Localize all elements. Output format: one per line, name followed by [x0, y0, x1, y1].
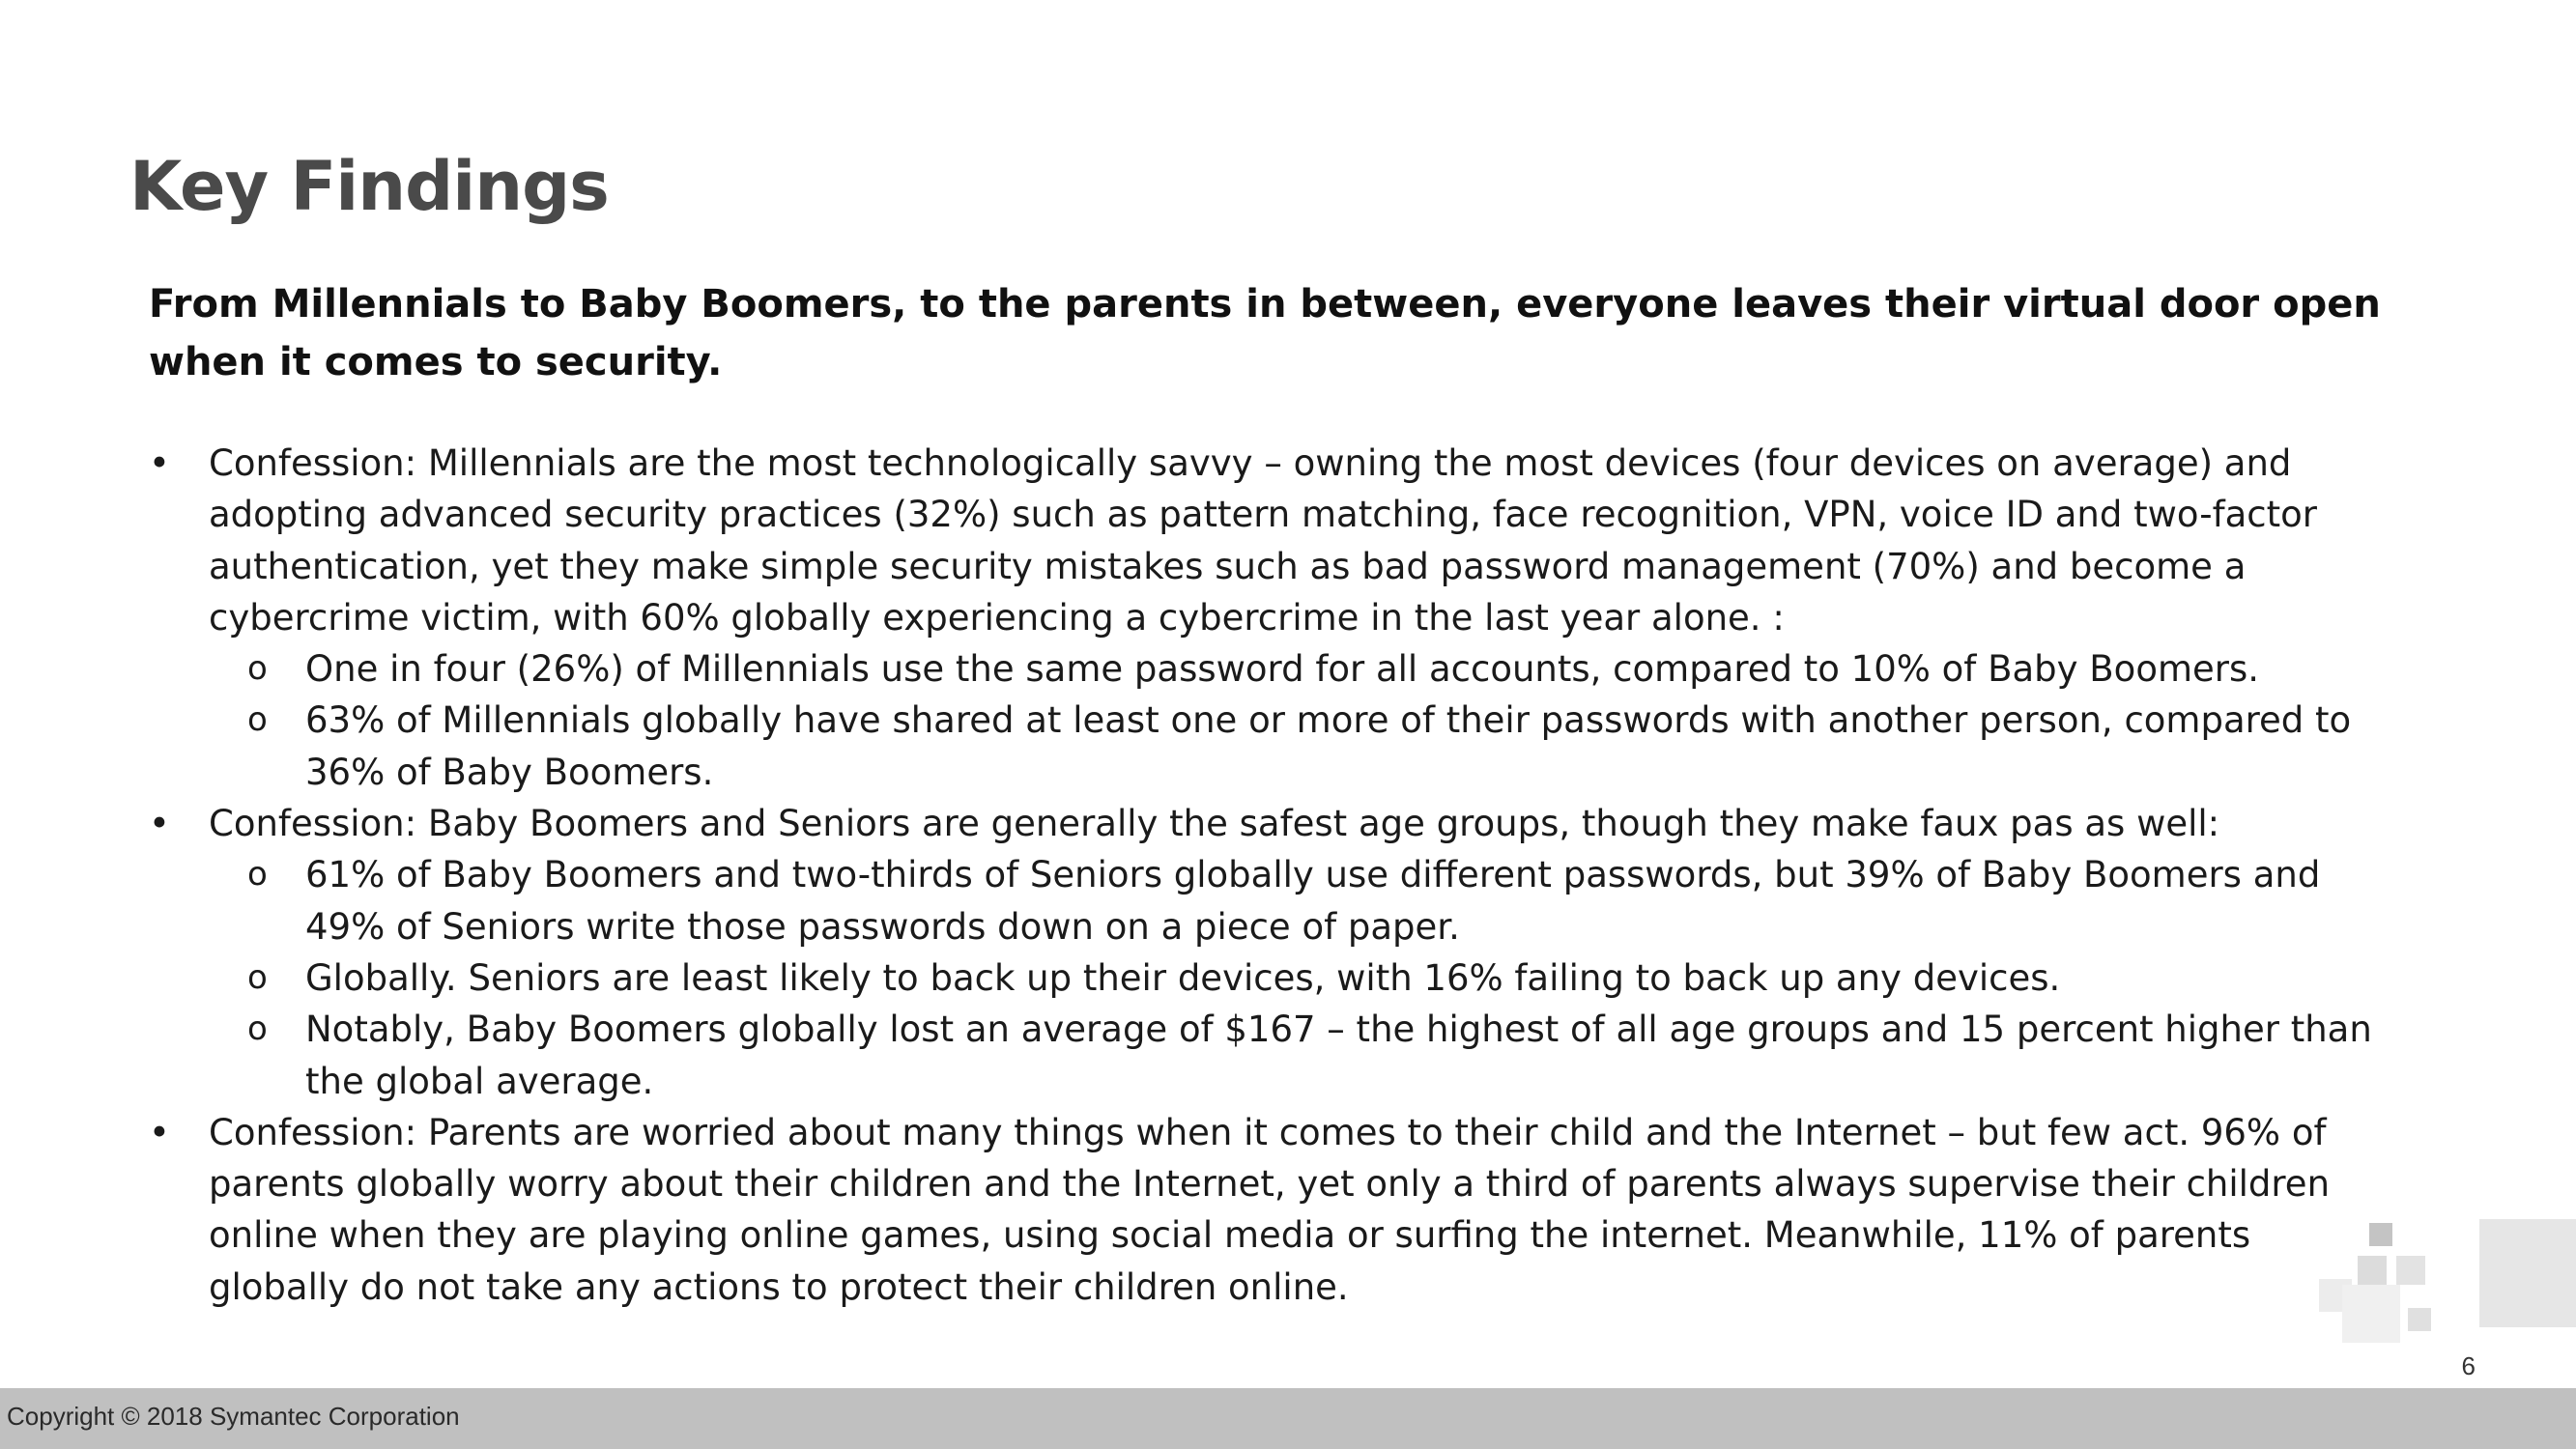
sub-finding-text: Notably, Baby Boomers globally lost an average of $167 – the highest of all age groups and 15 percent higher than the global average.	[305, 1009, 2372, 1102]
finding-item	[149, 438, 2400, 798]
bullet-icon: •	[149, 803, 170, 845]
copyright-text: Copyright © 2018 Symantec Corporation	[7, 1402, 460, 1431]
sub-bullet-icon: o	[247, 855, 268, 895]
finding-text: Confession: Millennials are the most technologically savvy – owning the most devices (four devices on average) and adopting advanced security practices (32%) such as pattern matching, face recognition, VPN, voice ID and two-factor authentication, yet they make simple security mistakes such as bad password management (70%) and become a cybercrime victim, with 60% globally experiencing a cybercrime in the last year alone. :	[209, 442, 2317, 639]
sub-bullet-icon: o	[247, 957, 268, 997]
decorative-squares-logo	[2319, 1219, 2576, 1388]
decor-square	[2358, 1256, 2387, 1285]
decor-square	[2342, 1285, 2400, 1343]
finding-item	[149, 798, 2400, 1107]
slide-subtitle: From Millennials to Baby Boomers, to the parents in between, everyone leaves their virtual door open when it comes to security.	[149, 282, 2381, 384]
sub-finding-item	[209, 643, 2400, 695]
slide-title: Key Findings	[129, 147, 609, 226]
sub-finding-item	[209, 1004, 2400, 1107]
finding-item	[149, 1107, 2400, 1313]
bullet-icon: •	[149, 1111, 170, 1153]
sub-finding-item	[209, 695, 2400, 798]
decor-square	[2369, 1223, 2392, 1246]
sub-findings-list	[209, 849, 2400, 1106]
sub-bullet-icon: o	[247, 1009, 268, 1049]
decor-square	[2408, 1308, 2431, 1331]
footer-bar	[0, 1388, 2576, 1449]
finding-text: Confession: Parents are worried about many things when it comes to their child and the Internet – but few act. 96% of parents globally worry about their children and the Internet, yet only a third of parents always supervise their children online when they are playing online games, using social media or surfing the internet. Meanwhile, 11% of parents globally do not take any actions to protect their children online.	[209, 1111, 2331, 1308]
sub-bullet-icon: o	[247, 700, 268, 740]
sub-finding-text: 61% of Baby Boomers and two-thirds of Seniors globally use different passwords, but 39% of Baby Boomers and 49% of Seniors write those passwords down on a piece of paper.	[305, 854, 2321, 948]
sub-bullet-icon: o	[247, 649, 268, 689]
decor-square	[2396, 1256, 2425, 1285]
sub-finding-item	[209, 849, 2400, 952]
sub-finding-text: Globally. Seniors are least likely to back up their devices, with 16% failing to back up any devices.	[305, 956, 2061, 999]
sub-findings-list	[209, 643, 2400, 798]
findings-list	[149, 438, 2400, 1313]
decor-square	[2479, 1219, 2576, 1327]
sub-finding-text: 63% of Millennials globally have shared at least one or more of their passwords with another person, compared to 36% of Baby Boomers.	[305, 699, 2352, 793]
bullet-icon: •	[149, 442, 170, 484]
page-number: 6	[2461, 1351, 2476, 1380]
sub-finding-item	[209, 952, 2400, 1004]
sub-finding-text: One in four (26%) of Millennials use the same password for all accounts, compared to 10% of Baby Boomers.	[305, 648, 2260, 691]
finding-text: Confession: Baby Boomers and Seniors are generally the safest age groups, though they make faux pas as well:	[209, 803, 2220, 845]
